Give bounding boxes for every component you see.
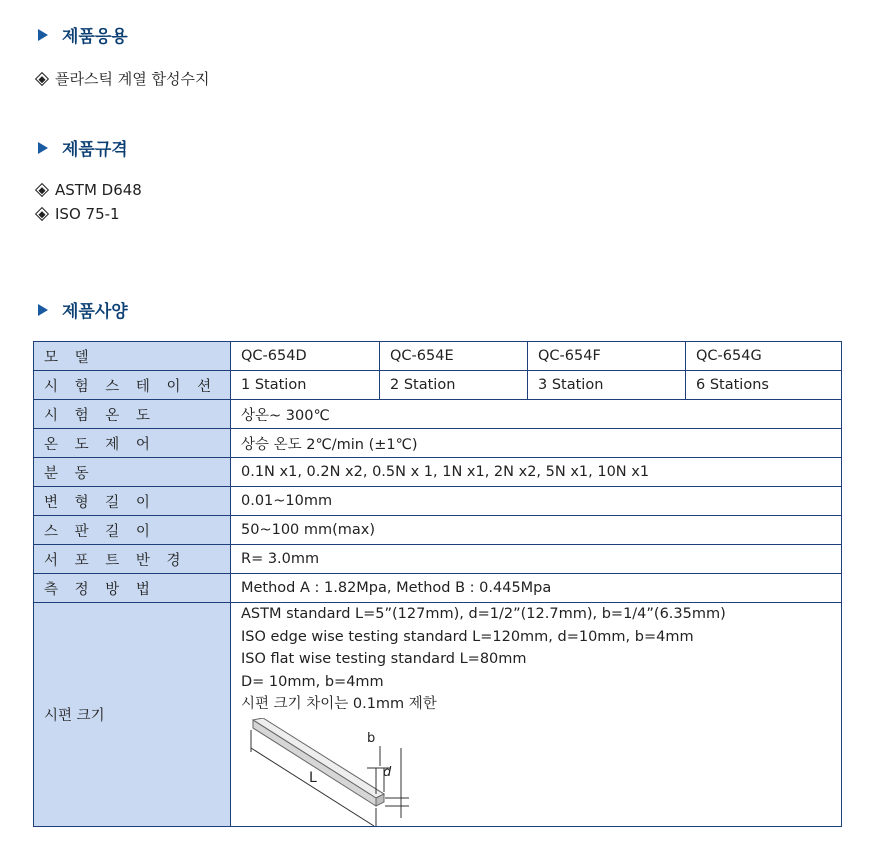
- diamond-bullet-icon: [35, 183, 49, 197]
- triangle-bullet-icon: [38, 304, 48, 316]
- section-heading-application: [38, 22, 128, 47]
- depth-label: d: [383, 764, 392, 780]
- row-label: 시 험 스 테 이 션: [34, 371, 231, 400]
- diamond-bullet-icon: [35, 207, 49, 221]
- table-row-specimen: [34, 603, 842, 827]
- model-cell: QC-654D: [231, 342, 380, 371]
- row-label: 측 정 방 법: [34, 574, 231, 603]
- table-row: [34, 458, 842, 487]
- table-row: [34, 574, 842, 603]
- triangle-bullet-icon: [38, 29, 48, 41]
- section-heading-standards: [38, 135, 128, 160]
- depth-dimension: [385, 748, 409, 818]
- row-label: 서 포 트 반 경: [34, 545, 231, 574]
- width-label: b: [367, 730, 376, 746]
- row-label: 시편 크기: [34, 603, 231, 827]
- specimen-cell: [231, 603, 842, 827]
- model-cell: QC-654E: [380, 342, 528, 371]
- section-title: 제품규격: [62, 140, 128, 160]
- table-row: [34, 516, 842, 545]
- row-value: Method A : 1.82Mpa, Method B : 0.445Mpa: [231, 574, 842, 603]
- table-row: [34, 487, 842, 516]
- specimen-line: ASTM standard L=5”(127mm), d=1/2”(12.7mm), b=1/4”(6.35mm): [241, 606, 726, 622]
- section-title: 제품사양: [62, 302, 128, 322]
- specimen-diagram: [249, 718, 419, 826]
- section-title: 제품응용: [62, 27, 128, 47]
- model-cell: QC-654F: [528, 342, 686, 371]
- spec-table: [33, 341, 842, 827]
- row-value: R= 3.0mm: [231, 545, 842, 574]
- diamond-bullet-icon: [35, 71, 49, 85]
- table-row: [34, 342, 842, 371]
- row-label: 시 험 온 도: [34, 400, 231, 429]
- row-label: 모 델: [34, 342, 231, 371]
- model-cell: QC-654G: [686, 342, 842, 371]
- row-label: 변 형 길 이: [34, 487, 231, 516]
- row-label: 분 동: [34, 458, 231, 487]
- section-heading-specs: [38, 297, 128, 322]
- row-value: 0.01~10mm: [231, 487, 842, 516]
- station-cell: 2 Station: [380, 371, 528, 400]
- table-row: [34, 429, 842, 458]
- row-value: 0.1N x1, 0.2N x2, 0.5N x 1, 1N x1, 2N x2, 5N x1, 10N x1: [231, 458, 842, 487]
- station-cell: 6 Stations: [686, 371, 842, 400]
- row-label: 스 판 길 이: [34, 516, 231, 545]
- specimen-line: D= 10mm, b=4mm: [241, 673, 384, 690]
- row-value: 상온~ 300℃: [231, 400, 842, 429]
- row-value: 상승 온도 2℃/min (±1℃): [231, 429, 842, 458]
- table-row: [34, 371, 842, 400]
- table-row: [34, 545, 842, 574]
- list-item: ASTM D648: [35, 181, 142, 199]
- row-value: 50~100 mm(max): [231, 516, 842, 545]
- row-label: 온 도 제 어: [34, 429, 231, 458]
- triangle-bullet-icon: [38, 142, 48, 154]
- list-item: ISO 75-1: [35, 205, 120, 223]
- table-row: [34, 400, 842, 429]
- length-label: L: [309, 769, 317, 786]
- specimen-line: ISO edge wise testing standard L=120mm, d=10mm, b=4mm: [241, 628, 694, 645]
- specimen-line: ISO flat wise testing standard L=80mm: [241, 651, 527, 667]
- list-item: 플라스틱 계열 합성수지: [35, 68, 209, 89]
- station-cell: 1 Station: [231, 371, 380, 400]
- specimen-line: 시편 크기 차이는 0.1mm 제한: [241, 696, 437, 712]
- station-cell: 3 Station: [528, 371, 686, 400]
